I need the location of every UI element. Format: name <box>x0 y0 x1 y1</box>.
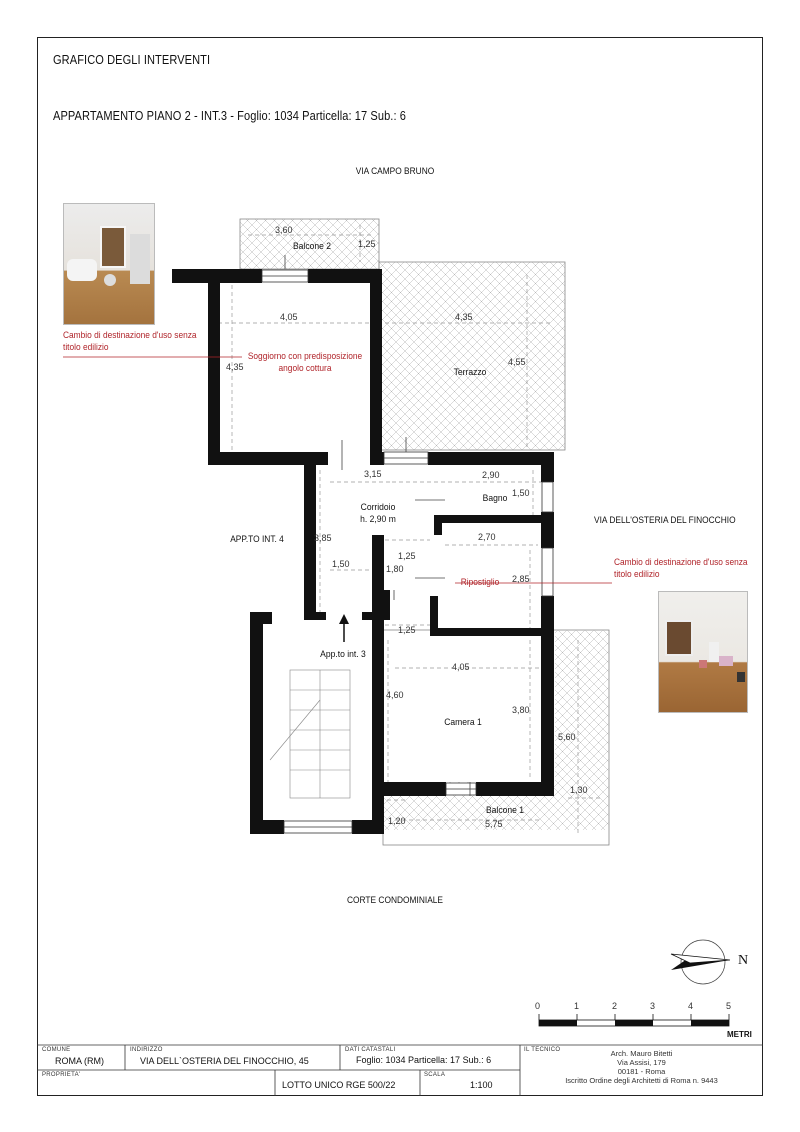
tb-comune-label: COMUNE <box>42 1047 71 1053</box>
scale-tick-1: 1 <box>574 1001 580 1011</box>
tb-scala-label: SCALA <box>424 1072 446 1078</box>
dim-bagno-h: 1,50 <box>512 488 530 498</box>
dim-sogg-h: 4,35 <box>226 362 244 372</box>
tb-tecnico-name: Arch. Mauro Bitetti <box>610 1049 673 1058</box>
dim-terr-w: 4,35 <box>455 312 473 322</box>
note-right-line1: Cambio di destinazione d'uso senza <box>614 557 748 568</box>
label-balcone-1: Balcone 1 <box>485 805 525 816</box>
label-ripostiglio: Ripostiglio <box>460 577 500 588</box>
tb-scala: 1:100 <box>470 1080 493 1090</box>
scale-tick-5: 5 <box>726 1001 732 1011</box>
label-soggiorno <box>239 351 371 375</box>
drawing-title: GRAFICO DEGLI INTERVENTI <box>53 52 211 67</box>
tb-indirizzo: VIA DELL`OSTERIA DEL FINOCCHIO, 45 <box>140 1056 309 1066</box>
scale-tick-2: 2 <box>612 1001 618 1011</box>
scale-unit: METRI <box>727 1030 752 1039</box>
dim-cam-h: 3,80 <box>512 705 530 715</box>
north-label: N <box>738 953 749 968</box>
tb-tecnico-city: 00181 - Roma <box>617 1067 666 1076</box>
dim-balc1-w: 5,75 <box>485 819 503 829</box>
dim-rip-h: 2,85 <box>512 574 530 584</box>
tb-tecnico <box>520 1049 763 1085</box>
dim-balc1-left: 1,20 <box>388 816 406 826</box>
dim-sogg-w: 4,05 <box>280 312 298 322</box>
label-bagno: Bagno <box>482 493 508 504</box>
street-north: VIA CAMPO BRUNO <box>355 166 435 177</box>
tb-tecnico-street: Via Assisi, 179 <box>617 1058 666 1067</box>
dim-cam-left: 4,60 <box>386 690 404 700</box>
north-arrow-icon <box>671 940 730 984</box>
dim-rip-top: 1,25 <box>398 551 416 561</box>
note-right-line2: titolo edilizio <box>614 569 660 580</box>
dim-bagno-w: 2,90 <box>482 470 500 480</box>
dim-terr-h: 4,55 <box>508 357 526 367</box>
dim-rip-low: 1,25 <box>398 625 416 635</box>
note-left-line2: titolo edilizio <box>63 342 109 353</box>
dim-corr-w: 3,15 <box>364 469 382 479</box>
drawing-subtitle: APPARTAMENTO PIANO 2 - INT.3 - Foglio: 1034 Particella: 17 Sub.: 6 <box>53 108 407 123</box>
label-ingresso: App.to int. 3 <box>320 649 366 660</box>
tb-indirizzo-label: INDIRIZZO <box>130 1047 163 1053</box>
label-balcone-2: Balcone 2 <box>292 241 332 252</box>
terrace-area <box>379 262 565 450</box>
label-soggiorno-line2: angolo cottura <box>278 363 332 374</box>
dim-corr-h: 3,85 <box>314 533 332 543</box>
dim-balc1-h: 5,60 <box>558 732 576 742</box>
staircase <box>270 670 350 798</box>
tb-comune: ROMA (RM) <box>55 1056 104 1066</box>
street-south: CORTE CONDOMINIALE <box>346 895 444 906</box>
note-left-line1: Cambio di destinazione d'uso senza <box>63 330 197 341</box>
label-corridoio <box>342 502 414 526</box>
scale-tick-0: 0 <box>535 1001 541 1011</box>
dim-cam-w: 4,05 <box>452 662 470 672</box>
street-east: VIA DELL'OSTERIA DEL FINOCCHIO <box>594 515 736 526</box>
label-camera-1: Camera 1 <box>444 717 482 728</box>
dim-balc2-w: 3,60 <box>275 225 293 235</box>
dim-rip-mid: 1,80 <box>386 564 404 574</box>
label-corridoio-line1: Corridoio <box>360 502 396 513</box>
tb-tecnico-label: IL TECNICO <box>524 1047 561 1053</box>
label-corridoio-line2: h. 2,90 m <box>360 514 396 525</box>
scale-bar <box>539 1014 729 1026</box>
tb-catastali: Foglio: 1034 Particella: 17 Sub.: 6 <box>356 1055 492 1065</box>
tb-catastali-label: DATI CATASTALI <box>345 1047 396 1053</box>
dim-corr-low: 1,50 <box>332 559 350 569</box>
tb-lotto: LOTTO UNICO RGE 500/22 <box>282 1080 396 1090</box>
neighbor-apartment-label: APP.TO INT. 4 <box>230 534 284 545</box>
label-soggiorno-line1: Soggiorno con predisposizione <box>247 351 363 362</box>
label-terrazzo: Terrazzo <box>453 367 487 378</box>
dim-rip-w: 2,70 <box>478 532 496 542</box>
tb-proprieta-label: PROPRIETA' <box>42 1072 81 1078</box>
scale-tick-3: 3 <box>650 1001 656 1011</box>
scale-tick-4: 4 <box>688 1001 694 1011</box>
entrance-arrow-icon <box>339 614 349 642</box>
dim-balc2-d: 1,25 <box>358 239 376 249</box>
tb-tecnico-register: Iscritto Ordine degli Architetti di Roma n. 9443 <box>565 1076 718 1085</box>
dim-balc1-d: 1,30 <box>570 785 588 795</box>
